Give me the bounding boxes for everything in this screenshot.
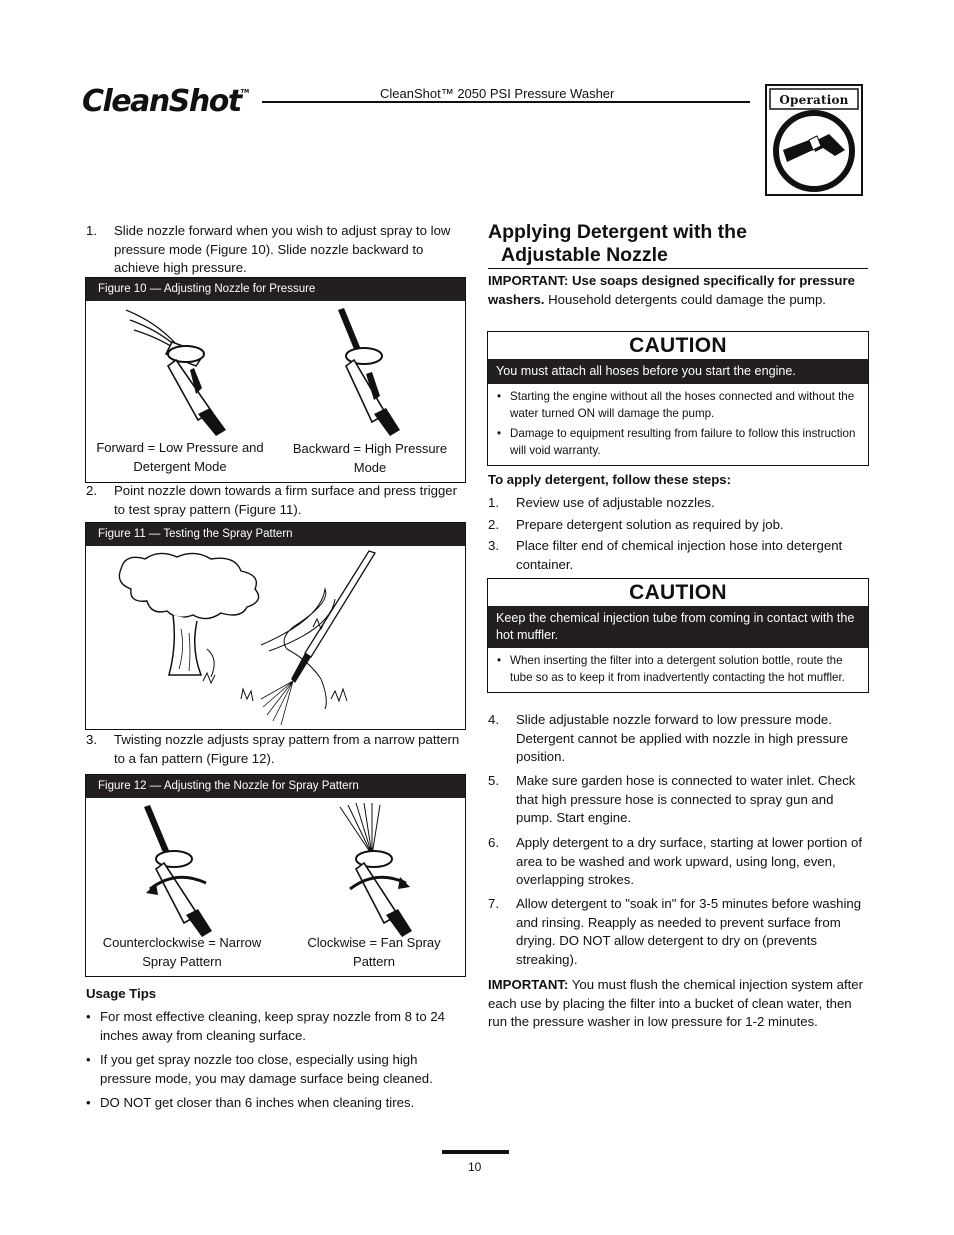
figure-11 bbox=[85, 522, 466, 730]
section-rule bbox=[488, 268, 868, 269]
cleanshot-logo: CleanShot™ bbox=[82, 84, 250, 119]
nozzle-counterclockwise-illustration bbox=[136, 803, 246, 938]
caution-2-heading: CAUTION bbox=[629, 581, 727, 604]
section-title: Applying Detergent with the Adjustable Nozzle bbox=[488, 221, 747, 266]
caution-1-item: • Starting the engine without all the hoses connected and without the water turned ON will damage the pump. bbox=[494, 389, 862, 422]
figure-12 bbox=[85, 774, 466, 977]
caution-2-bar: Keep the chemical injection tube from coming in contact with the hot muffler. bbox=[488, 606, 868, 648]
figure-10 bbox=[85, 277, 466, 483]
spray-test-illustration bbox=[111, 549, 391, 727]
important-note-2: IMPORTANT: You must flush the chemical injection system after each use by placing the filter into a bucket of clean water, then run the pressure washer in low pressure for 1-2 minutes. bbox=[488, 977, 864, 1029]
important-note-1: IMPORTANT: Use soaps designed specifically for pressure washers. Household detergents could damage the pump. bbox=[488, 273, 855, 307]
figure-12-label-clockwise: Clockwise = Fan Spray Pattern bbox=[307, 935, 441, 969]
header-title: CleanShot™ 2050 PSI Pressure Washer bbox=[380, 86, 615, 101]
operation-badge-label: Operation bbox=[779, 93, 849, 107]
caution-1-bar: You must attach all hoses before you start the engine. bbox=[488, 359, 868, 384]
nozzle-clockwise-illustration bbox=[330, 803, 440, 938]
caution-box-1 bbox=[487, 331, 869, 466]
header-rule bbox=[262, 101, 750, 103]
caution-box-2 bbox=[487, 578, 869, 693]
nozzle-backward-illustration bbox=[316, 302, 436, 437]
usage-tips-title: Usage Tips bbox=[86, 986, 157, 1001]
figure-10-label-backward: Backward = High Pressure Mode bbox=[292, 441, 448, 475]
caution-1-item: • Damage to equipment resulting from failure to follow this instruction will void warranty. bbox=[494, 426, 862, 459]
caution-1-heading: CAUTION bbox=[629, 334, 727, 357]
nozzle-forward-illustration bbox=[116, 302, 236, 437]
operation-badge-icon bbox=[765, 84, 863, 196]
caution-2-item: • When inserting the filter into a detergent solution bottle, route the tube so as to keep it from inadvertently contacting the hot muffler. bbox=[494, 653, 862, 686]
figure-10-caption: Figure 10 — Adjusting Nozzle for Pressure bbox=[86, 278, 465, 301]
figure-12-caption: Figure 12 — Adjusting the Nozzle for Spray Pattern bbox=[86, 775, 465, 798]
figure-10-label-forward: Forward = Low Pressure and Detergent Mode bbox=[96, 440, 264, 474]
figure-11-caption: Figure 11 — Testing the Spray Pattern bbox=[86, 523, 465, 546]
figure-12-label-counterclockwise: Counterclockwise = Narrow Spray Pattern bbox=[102, 935, 262, 969]
steps-title: To apply detergent, follow these steps: bbox=[488, 472, 732, 487]
page-number-bar bbox=[442, 1150, 509, 1154]
page-number: 10 bbox=[468, 1160, 482, 1174]
